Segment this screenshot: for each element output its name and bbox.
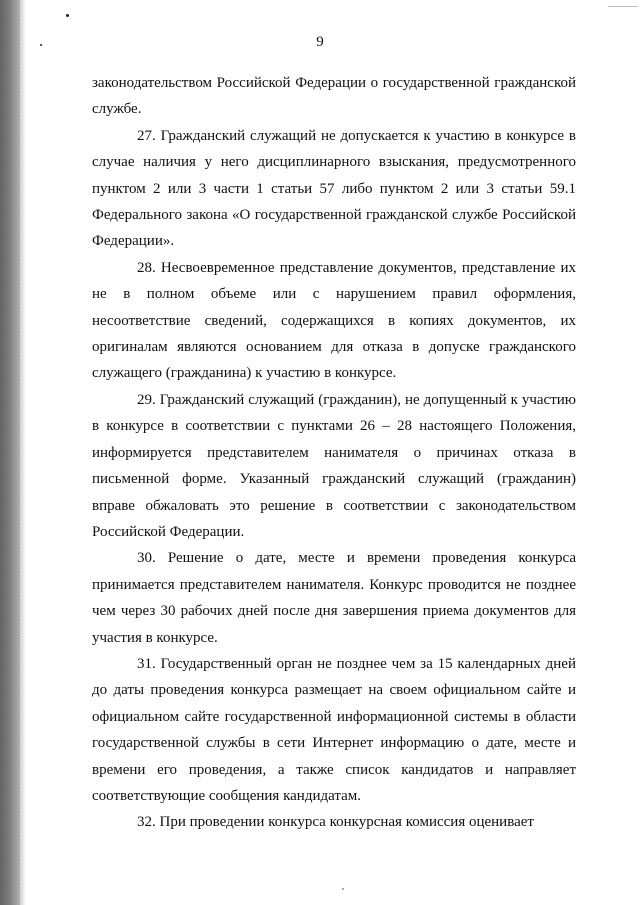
paragraph-30: 30. Решение о дате, месте и времени проведения конкурса принимается представителем нанимателя. Конкурс проводится не позднее чем через 30 рабочих дней после дня завершения приема документов для участия в конкурсе.	[92, 550, 576, 646]
paragraph-28: 28. Несвоевременное представление документов, представление их не в полном объеме или с нарушением правил оформления, несоответствие сведений, содержащихся в копиях документов, их оригиналам являются основанием для отказа в допуске гражданского служащего (гражданина) к участию в конкурсе.	[92, 259, 576, 382]
paragraph-continuation: законодательством Российской Федерации о государственной гражданской службе.	[92, 75, 576, 118]
paragraph-31: 31. Государственный орган не позднее чем за 15 календарных дней до даты проведения конкурса размещает на своем официальном сайте и официальном сайте государственной информационной системы в области государственной службы в сети Интернет информацию о дате, месте и времени его проведения, а также список кандидатов и направляет соответствующие сообщения кандидатам.	[92, 655, 576, 804]
paragraph-27: 27. Гражданский служащий не допускается к участию в конкурсе в случае наличия у него дисциплинарного взыскания, предусмотренного пунктом 2 или 3 части 1 статьи 57 либо пунктом 2 или 3 статьи 59.1 Федерального закона «О государственной гражданской службе Российской Федерации».	[92, 127, 576, 250]
document-body	[92, 70, 576, 836]
page-number: 9	[316, 34, 324, 50]
scan-speck	[342, 888, 344, 890]
scan-speck	[66, 14, 69, 17]
paragraph-29: 29. Гражданский служащий (гражданин), не допущенный к участию в конкурсе в соответствии с пунктами 26 – 28 настоящего Положения, информируется представителем нанимателя о причинах отказа в письменной форме. Указанный гражданский служащий (гражданин) вправе обжаловать это решение в соответствии с законодательством Российской Федерации.	[92, 391, 576, 540]
paragraph-32: 32. При проведении конкурса конкурсная комиссия оценивает	[137, 814, 534, 831]
scan-edge-shadow	[20, 0, 26, 905]
scan-binding-edge	[0, 0, 20, 905]
scan-speck	[608, 6, 638, 7]
